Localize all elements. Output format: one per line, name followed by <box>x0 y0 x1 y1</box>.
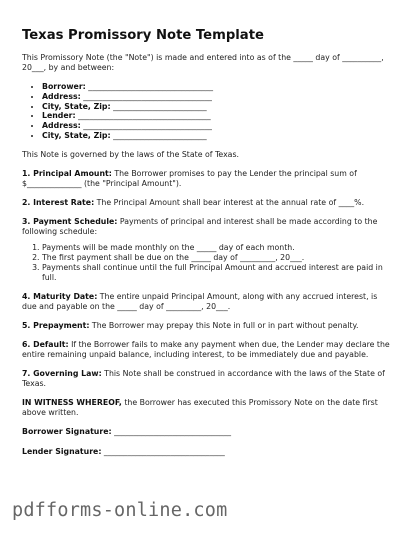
section-governing-law <box>22 369 394 389</box>
party-lender <box>42 111 394 121</box>
blank-line: _________________________________ <box>80 121 212 131</box>
section-maturity <box>22 292 394 312</box>
signature-line: ______________________________ <box>111 426 232 436</box>
section-principal <box>22 169 394 189</box>
blank-line: __________________________________ <box>75 111 211 121</box>
schedule-item: 3. Payments shall continue until the full Principal Amount and accrued interest are paid in full. <box>42 263 394 283</box>
party-label: Lender: <box>42 111 76 121</box>
blank-line: ________________________________ <box>85 82 214 91</box>
schedule-item: 2. The first payment shall be due on the _____ day of _________, 20___. <box>42 253 394 263</box>
section-text: Payments of principal and interest shall be made according to the following schedule: <box>22 216 378 236</box>
signature-label: Borrower Signature: <box>22 426 112 436</box>
schedule-item: 1. Payments will be made monthly on the _____ day of each month. <box>42 243 394 253</box>
party-label: Address: <box>42 121 81 131</box>
section-heading: 6. Default: <box>22 339 69 349</box>
party-label: City, State, Zip: <box>42 101 111 111</box>
section-text: The entire unpaid Principal Amount, along with any accrued interest, is due and payable on the _____ day of _________, 20___. <box>22 291 378 311</box>
party-lender-address <box>42 121 394 131</box>
blank-line: ________________________ <box>110 130 207 140</box>
party-label: Address: <box>42 91 81 101</box>
intro-paragraph: This Promissory Note (the "Note") is made and entered into as of the _____ day of __________, 20___, by and between: <box>22 53 384 72</box>
party-borrower-address <box>42 92 394 102</box>
party-label: City, State, Zip: <box>42 130 111 140</box>
document <box>22 28 394 467</box>
section-heading: 7. Governing Law: <box>22 368 102 378</box>
party-lender-city <box>42 131 394 141</box>
section-heading: 1. Principal Amount: <box>22 168 112 178</box>
watermark: pdfforms-online.com <box>12 500 228 521</box>
party-borrower <box>42 82 394 92</box>
section-heading: 3. Payment Schedule: <box>22 216 118 226</box>
section-text: The Borrower may prepay this Note in full or in part without penalty. <box>89 320 359 330</box>
borrower-signature <box>22 427 394 437</box>
section-heading: 5. Prepayment: <box>22 320 90 330</box>
section-text: the Borrower has executed this Promissory Note on the date first above written. <box>22 397 378 417</box>
party-list <box>22 82 394 141</box>
section-heading: 4. Maturity Date: <box>22 291 98 301</box>
section-heading: IN WITNESS WHEREOF, <box>22 397 122 407</box>
section-text: If the Borrower fails to make any payment when due, the Lender may declare the entire remaining unpaid balance, including interest, to be immediately due and payable. <box>22 339 390 359</box>
section-text: This Note shall be construed in accordance with the laws of the State of Texas. <box>22 368 385 388</box>
signature-line: _______________________________ <box>101 446 225 456</box>
section-default <box>22 340 394 360</box>
section-interest <box>22 198 394 208</box>
section-schedule <box>22 217 394 237</box>
blank-line: ________________________ <box>110 101 207 111</box>
signature-label: Lender Signature: <box>22 446 102 456</box>
lender-signature <box>22 447 394 457</box>
party-borrower-city <box>42 102 394 112</box>
witness-clause <box>22 398 394 418</box>
section-prepayment <box>22 321 394 331</box>
party-label: Borrower: <box>42 82 86 91</box>
schedule-list <box>22 243 394 283</box>
governing-intro: This Note is governed by the laws of the State of Texas. <box>22 149 240 159</box>
section-heading: 2. Interest Rate: <box>22 197 95 207</box>
section-text: The Borrower promises to pay the Lender the principal sum of $______________ (the "Principal Amount"). <box>22 168 357 188</box>
blank-line: _________________________________ <box>80 91 212 101</box>
document-title: Texas Promissory Note Template <box>22 28 264 43</box>
section-text: The Principal Amount shall bear interest at the annual rate of ____%. <box>94 197 365 207</box>
